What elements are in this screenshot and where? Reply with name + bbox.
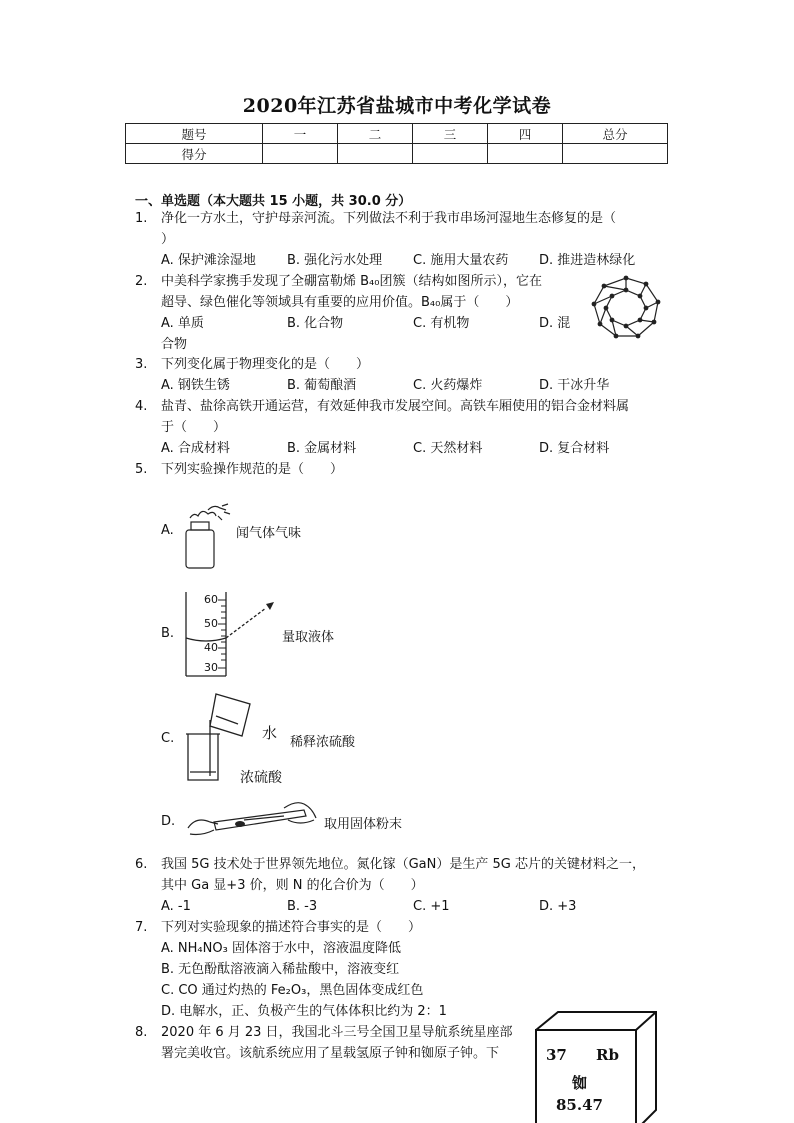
option-c[interactable]: C. CO 通过灼热的 Fe₂O₃，黑色固体变成红色 (161, 983, 424, 998)
question-stem: 超导、绿色催化等领域具有重要的应用价值。B₄₀属于（ ） (161, 295, 519, 310)
score-table (125, 123, 668, 164)
figure-caption: 稀释浓硫酸 (290, 735, 356, 750)
graduated-cylinder-figure (178, 590, 288, 680)
table-cell: 题号 (126, 124, 263, 144)
acid-label: 浓硫酸 (240, 770, 282, 786)
option-continuation: 合物 (161, 337, 188, 352)
figure-caption: 闻气体气味 (236, 526, 302, 541)
score-input-cell[interactable] (488, 144, 563, 164)
option-b[interactable]: B. 葡萄酿酒 (287, 378, 357, 393)
option-d[interactable]: D. (161, 814, 176, 829)
section-heading: 一、单选题（本大题共 15 小题，共 30.0 分） (135, 194, 412, 209)
option-a[interactable]: A. 合成材料 (161, 441, 230, 456)
question-stem: ） (161, 232, 175, 247)
question-stem: 盐青、盐徐高铁开通运营，有效延伸我市发展空间。高铁车厢使用的铝合金材料属 (161, 399, 630, 414)
option-c[interactable]: C. 有机物 (413, 316, 470, 331)
water-label: 水 (262, 724, 278, 742)
option-b[interactable]: B. 强化污水处理 (287, 253, 383, 268)
gas-smell-figure (178, 500, 238, 572)
atomic-number: 37 (546, 1046, 567, 1064)
tick-label: 60 (204, 593, 218, 606)
question-stem: 于（ ） (161, 420, 227, 435)
option-d[interactable]: D. +3 (539, 899, 577, 914)
question-stem: 下列实验操作规范的是（ ） (161, 462, 344, 477)
question-stem: 署完美收官。该航系统应用了星载氢原子钟和铷原子钟。下 (161, 1046, 500, 1061)
figure-caption: 量取液体 (282, 630, 335, 645)
option-c[interactable]: C. +1 (413, 899, 450, 914)
option-a[interactable]: A. 钢铁生锈 (161, 378, 230, 393)
atomic-mass: 85.47 (556, 1096, 603, 1114)
question-stem: 下列对实验现象的描述符合事实的是（ ） (161, 920, 422, 935)
tick-label: 30 (204, 661, 218, 674)
exam-title: 2020年江苏省盐城市中考化学试卷 (242, 95, 552, 117)
option-b[interactable]: B. -3 (287, 899, 318, 914)
question-number: 1. (135, 211, 148, 226)
option-a[interactable]: A. -1 (161, 899, 191, 914)
option-d[interactable]: D. 干冰升华 (539, 378, 610, 393)
question-stem: 下列变化属于物理变化的是（ ） (161, 357, 370, 372)
option-c[interactable]: C. (161, 731, 175, 746)
option-c[interactable]: C. 施用大量农药 (413, 253, 509, 268)
question-number: 4. (135, 399, 148, 414)
table-cell: 四 (488, 124, 563, 144)
score-input-cell[interactable] (563, 144, 668, 164)
question-number: 5. (135, 462, 148, 477)
question-stem: 净化一方水土，守护母亲河流。下列做法不利于我市串场河湿地生态修复的是（ (161, 211, 617, 226)
option-c[interactable]: C. 火药爆炸 (413, 378, 483, 393)
b40-cluster-diagram (590, 274, 662, 340)
option-a[interactable]: A. 单质 (161, 316, 204, 331)
option-c[interactable]: C. 天然材料 (413, 441, 483, 456)
figure-caption: 取用固体粉末 (324, 817, 403, 832)
score-table-header-row (126, 124, 668, 144)
score-input-cell[interactable] (338, 144, 413, 164)
option-b[interactable]: B. 化合物 (287, 316, 344, 331)
table-cell: 得分 (126, 144, 263, 164)
question-number: 3. (135, 357, 148, 372)
table-cell: 三 (413, 124, 488, 144)
question-stem: 我国 5G 技术处于世界领先地位。氮化镓（GaN）是生产 5G 芯片的关键材料之一， (161, 857, 645, 872)
question-number: 6. (135, 857, 148, 872)
option-d[interactable]: D. 推进造林绿化 (539, 253, 636, 268)
score-input-cell[interactable] (263, 144, 338, 164)
score-input-cell[interactable] (413, 144, 488, 164)
question-number: 2. (135, 274, 148, 289)
question-stem: 中美科学家携手发现了全硼富勒烯 B₄₀团簇（结构如图所示），它在 (161, 274, 542, 289)
solid-powder-figure (184, 800, 324, 842)
table-cell: 一 (263, 124, 338, 144)
element-name: 铷 (572, 1074, 588, 1092)
tick-label: 40 (204, 641, 218, 654)
question-number: 7. (135, 920, 148, 935)
option-b[interactable]: B. (161, 626, 175, 641)
table-cell: 二 (338, 124, 413, 144)
option-d[interactable]: D. 混 (539, 316, 571, 331)
score-table-score-row (126, 144, 668, 164)
question-number: 8. (135, 1025, 148, 1040)
option-a[interactable]: A. (161, 523, 174, 538)
option-d[interactable]: D. 电解水，正、负极产生的气体体积比约为 2：1 (161, 1004, 447, 1019)
option-b[interactable]: B. 无色酚酞溶液滴入稀盐酸中，溶液变红 (161, 962, 400, 977)
option-b[interactable]: B. 金属材料 (287, 441, 357, 456)
option-d[interactable]: D. 复合材料 (539, 441, 610, 456)
option-a[interactable]: A. 保护滩涂湿地 (161, 253, 256, 268)
question-stem: 其中 Ga 显+3 价，则 N 的化合价为（ ） (161, 878, 424, 893)
option-a[interactable]: A. NH₄NO₃ 固体溶于水中，溶液温度降低 (161, 941, 401, 956)
question-stem: 2020 年 6 月 23 日，我国北斗三号全国卫星导航系统星座部 (161, 1025, 513, 1040)
tick-label: 50 (204, 617, 218, 630)
element-symbol: Rb (596, 1046, 619, 1064)
table-cell: 总分 (563, 124, 668, 144)
